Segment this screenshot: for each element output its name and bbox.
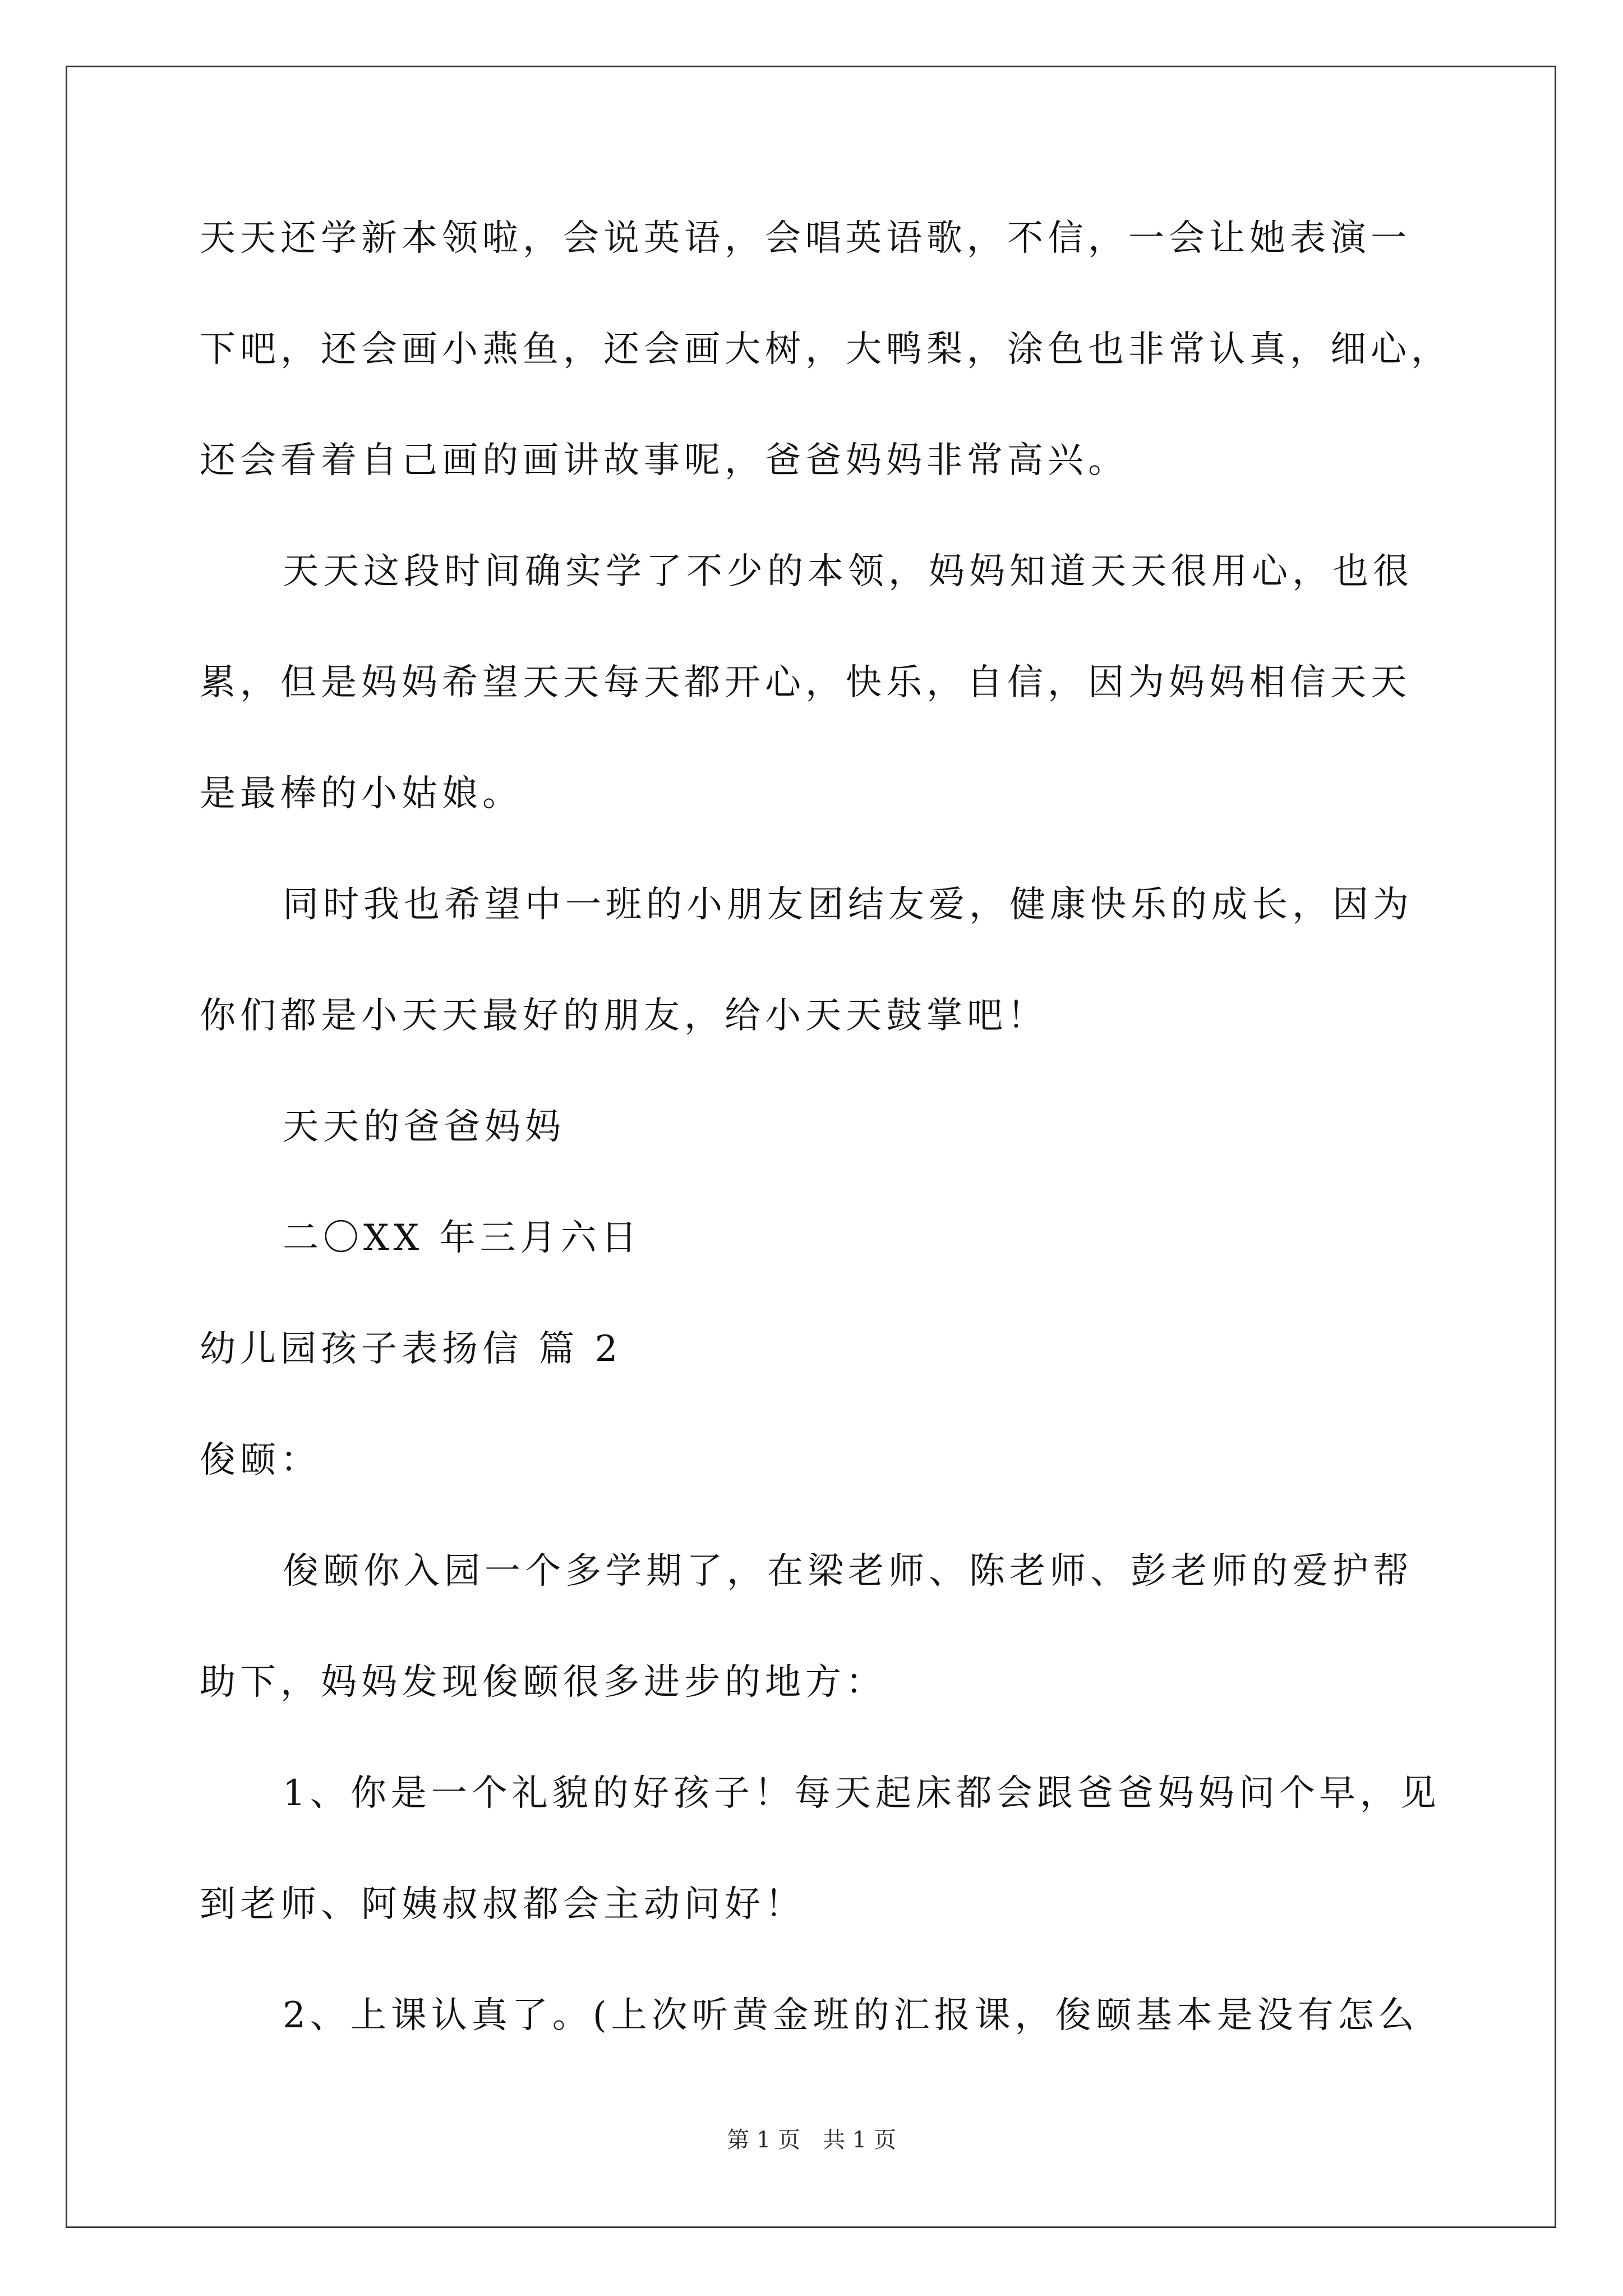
section-heading: 幼儿园孩子表扬信 篇 2 — [200, 1328, 623, 1370]
paragraph-line: 天天这段时间确实学了不少的本领，妈妈知道天天很用心，也很 — [283, 551, 1413, 592]
paragraph-line: 下吧，还会画小燕鱼，还会画大树，大鸭梨，涂色也非常认真，细心， — [200, 329, 1451, 370]
paragraph-line: 天天还学新本领啦，会说英语，会唱英语歌，不信，一会让她表演一 — [200, 218, 1411, 259]
paragraph-line: 2、上课认真了。(上次听黄金班的汇报课，俊颐基本是没有怎么 — [283, 1995, 1419, 2036]
paragraph-line: 是最棒的小姑娘。 — [200, 773, 523, 815]
signature-line: 天天的爸爸妈妈 — [283, 1106, 565, 1148]
paragraph-line: 同时我也希望中一班的小朋友团结友爱，健康快乐的成长，因为 — [283, 884, 1413, 926]
page-footer: 第 1 页 共 1 页 — [727, 2127, 896, 2153]
paragraph-line: 助下，妈妈发现俊颐很多进步的地方： — [200, 1662, 886, 1703]
paragraph-line: 到老师、阿姨叔叔都会主动问好！ — [200, 1884, 805, 1925]
paragraph-line: 累，但是妈妈希望天天每天都开心，快乐，自信，因为妈妈相信天天 — [200, 662, 1411, 703]
paragraph-line: 你们都是小天天最好的朋友，给小天天鼓掌吧！ — [200, 995, 1048, 1037]
paragraph-line: 俊颐你入园一个多学期了，在梁老师、陈老师、彭老师的爱护帮 — [283, 1550, 1413, 1592]
salutation-line: 俊颐： — [200, 1439, 321, 1481]
date-line: 二〇XX 年三月六日 — [283, 1217, 642, 1259]
paragraph-line: 1、你是一个礼貌的好孩子！每天起床都会跟爸爸妈妈问个早，见 — [283, 1773, 1441, 1814]
paragraph-line: 还会看着自己画的画讲故事呢，爸爸妈妈非常高兴。 — [200, 440, 1128, 481]
